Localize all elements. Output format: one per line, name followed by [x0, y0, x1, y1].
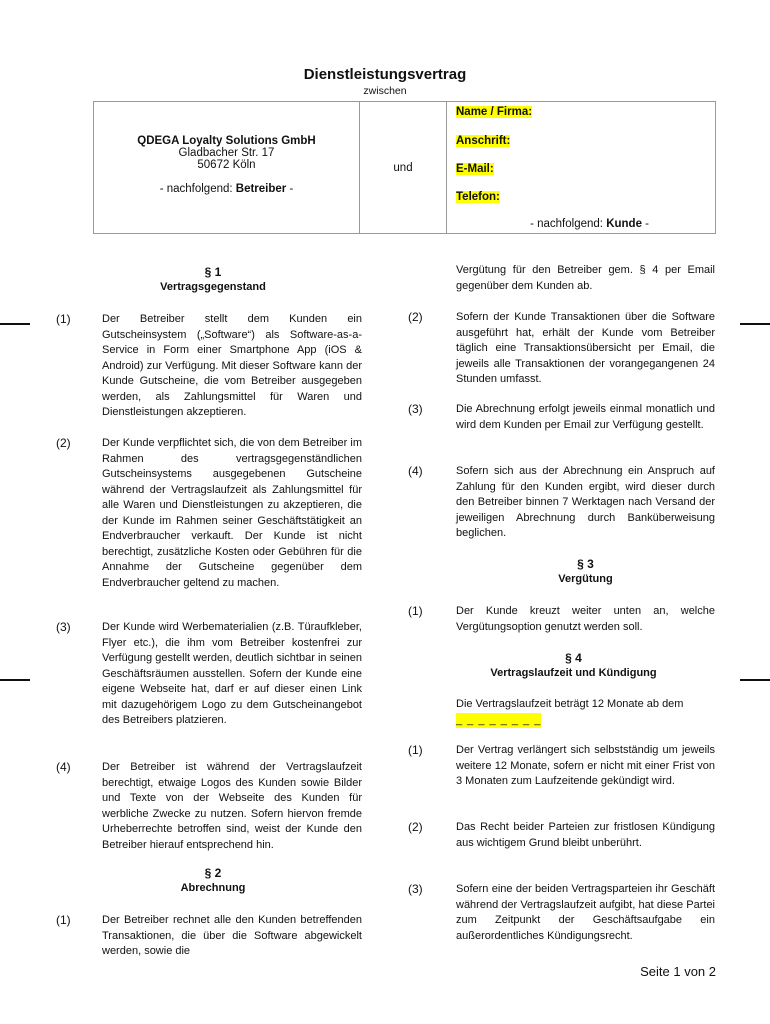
section-1-number: § 1: [204, 265, 222, 279]
s2-4-number: (4): [408, 464, 423, 478]
s1-4-text: Der Betreiber ist während der Vertragslaufzeit berechtigt, etwaige Logos des Kunden sowie Bilder und Texte von der Webseite des Kunden für werbliche Zwecke zu nutzen. Sofern hiervon fremde Urheberrechte betroffen sind, weist der Kunde den Betreiber hierauf entsprechend hin.: [102, 761, 362, 851]
s4-2-text: Das Recht beider Parteien zur fristlosen Kündigung aus wichtigem Grund bleibt unberührt.: [456, 821, 715, 849]
kunde-cell: [447, 102, 715, 233]
s4-1-number: (1): [408, 743, 423, 757]
right-fold-mark: [740, 323, 770, 325]
kunde-role-name: Kunde: [606, 218, 642, 230]
connector-text: und: [393, 162, 413, 174]
s4-2-number: (2): [408, 820, 423, 834]
section-2-heading: [93, 866, 333, 896]
section-2-title: Abrechnung: [180, 882, 246, 894]
kunde-email-label: E-Mail:: [456, 163, 494, 175]
betreiber-role: [94, 183, 359, 195]
kunde-name-label: Name / Firma:: [456, 106, 533, 118]
s2-3-number: (3): [408, 402, 423, 416]
page-number: Seite 1 von 2: [640, 964, 716, 979]
section-1-title: Vertragsgegenstand: [160, 281, 266, 293]
betreiber-cell: [94, 102, 360, 233]
left-punch-mark: [0, 679, 30, 681]
section-4-title: Vertragslaufzeit und Kündigung: [490, 667, 657, 679]
s4-3-text: Sofern eine der beiden Vertragsparteien ihr Geschäft während der Vertragslaufzeit aufgibt, hat diese Partei zum Zeitpunkt der Geschäftsaufgabe ein außerordentliches Kündigungsrecht.: [456, 883, 715, 942]
s1-3-text: Der Kunde wird Werbematerialien (z.B. Türaufkleber, Flyer etc.), die ihm vom Betreiber kostenfrei zur Verfügung gestellt werden, deutlich sichtbar in seinen Geschäftsräumen ausstellen. Sofern der Kunde eine eigene Webseite hat, darf er auf dieser einen Link mit dazugehörigem Logo zu dem Gutscheinangebot des Betreibers platzieren.: [102, 621, 362, 726]
s4-3-number: (3): [408, 882, 423, 896]
s4-intro: [456, 697, 721, 728]
betreiber-name: QDEGA Loyalty Solutions GmbH: [137, 135, 316, 147]
betreiber-role-suffix: -: [286, 183, 294, 195]
s2-2-number: (2): [408, 310, 423, 324]
left-fold-mark: [0, 323, 30, 325]
s1-2-text: Der Kunde verpflichtet sich, die von dem Betreiber im Rahmen des vertragsgegenständlichen Gutscheinsystems ausgegebenen Gutscheine während der Vertragslaufzeit als Zahlungsmittel für alle Waren und Dienstleistungen zu akzeptieren, die der Kunde im Rahmen seiner Geschäftstätigkeit an Endverbraucher verkauft. Der Kunde ist nicht berechtigt, zusätzliche Kosten oder Gebühren für die Annahme der Gutscheine gegenüber dem Endverbraucher geltend zu machen.: [102, 437, 362, 589]
section-2-number: § 2: [204, 866, 222, 880]
betreiber-role-prefix: - nachfolgend:: [159, 183, 236, 195]
s3-1-text: Der Kunde kreuzt weiter unten an, welche Vergütungsoption genutzt werden soll.: [456, 605, 715, 633]
kunde-role-suffix: -: [641, 218, 649, 230]
section-3-title: Vergütung: [558, 573, 613, 585]
s1-1-number: (1): [56, 312, 71, 326]
s2-1-continued-text: Vergütung für den Betreiber gem. § 4 per Email gegenüber dem Kunden ab.: [456, 264, 715, 292]
s1-4-number: (4): [56, 760, 71, 774]
s1-1-text: Der Betreiber stellt dem Kunden ein Gutscheinsystem („Software“) als Software-as-a-Service in Form einer Smartphone App (iOS & Android) zur Verfügung. Mit dieser Software kann der Kunde Gutscheine, die vom Betreiber ausgegeben werden, als Zahlungsmittel für Waren und Dienstleistungen akzeptieren.: [102, 313, 362, 418]
betreiber-city: 50672 Köln: [197, 159, 256, 171]
s1-2-number: (2): [56, 436, 71, 450]
section-1-heading: [93, 265, 333, 295]
s4-intro-text: Die Vertragslaufzeit beträgt 12 Monate ab dem: [456, 698, 684, 710]
s2-1-number: (1): [56, 913, 71, 927]
kunde-phone-label: Telefon:: [456, 191, 500, 203]
document-subtitle: zwischen: [363, 85, 407, 97]
s2-1-text: Der Betreiber rechnet alle den Kunden betreffenden Transaktionen, die über die Software abgewickelt werden, sowie die: [102, 914, 362, 957]
connector-cell: [360, 102, 447, 233]
right-punch-mark: [740, 679, 770, 681]
section-3-number: § 3: [577, 557, 594, 571]
document-title: Dienstleistungsvertrag: [303, 66, 467, 83]
section-3-heading: [456, 557, 715, 587]
s1-3-number: (3): [56, 620, 71, 634]
s2-4-text: Sofern sich aus der Abrechnung ein Anspruch auf Zahlung für den Kunden ergibt, wird dieser durch den Betreiber binnen 7 Werktagen nach Versand der jeweiligen Abrechnung durch Banküberweisung beglichen.: [456, 465, 715, 539]
start-date-field[interactable]: _ _ _ _ _ _ _ _: [456, 713, 541, 729]
s2-3-text: Die Abrechnung erfolgt jeweils einmal monatlich und wird dem Kunden per Email zur Verfügung gestellt.: [456, 403, 715, 431]
s3-1-number: (1): [408, 604, 423, 618]
section-4-number: § 4: [565, 651, 582, 665]
parties-table: [93, 101, 716, 234]
kunde-role: [530, 218, 649, 230]
kunde-address-label: Anschrift:: [456, 135, 511, 147]
s4-1-text: Der Vertrag verlängert sich selbstständig um jeweils weitere 12 Monate, sofern er nicht mit einer Frist von 3 Monaten zum Laufzeitende gekündigt wird.: [456, 744, 715, 787]
s2-2-text: Sofern der Kunde Transaktionen über die Software ausgeführt hat, erhält der Kunde vom Betreiber täglich eine Transaktionsübersicht per Email, die jeweils alle Transaktionen der vorangegangenen 24 Stunden umfasst.: [456, 311, 715, 385]
betreiber-street: Gladbacher Str. 17: [178, 147, 275, 159]
section-4-heading: [456, 651, 691, 681]
kunde-role-prefix: - nachfolgend:: [530, 218, 607, 230]
betreiber-role-name: Betreiber: [235, 183, 287, 195]
